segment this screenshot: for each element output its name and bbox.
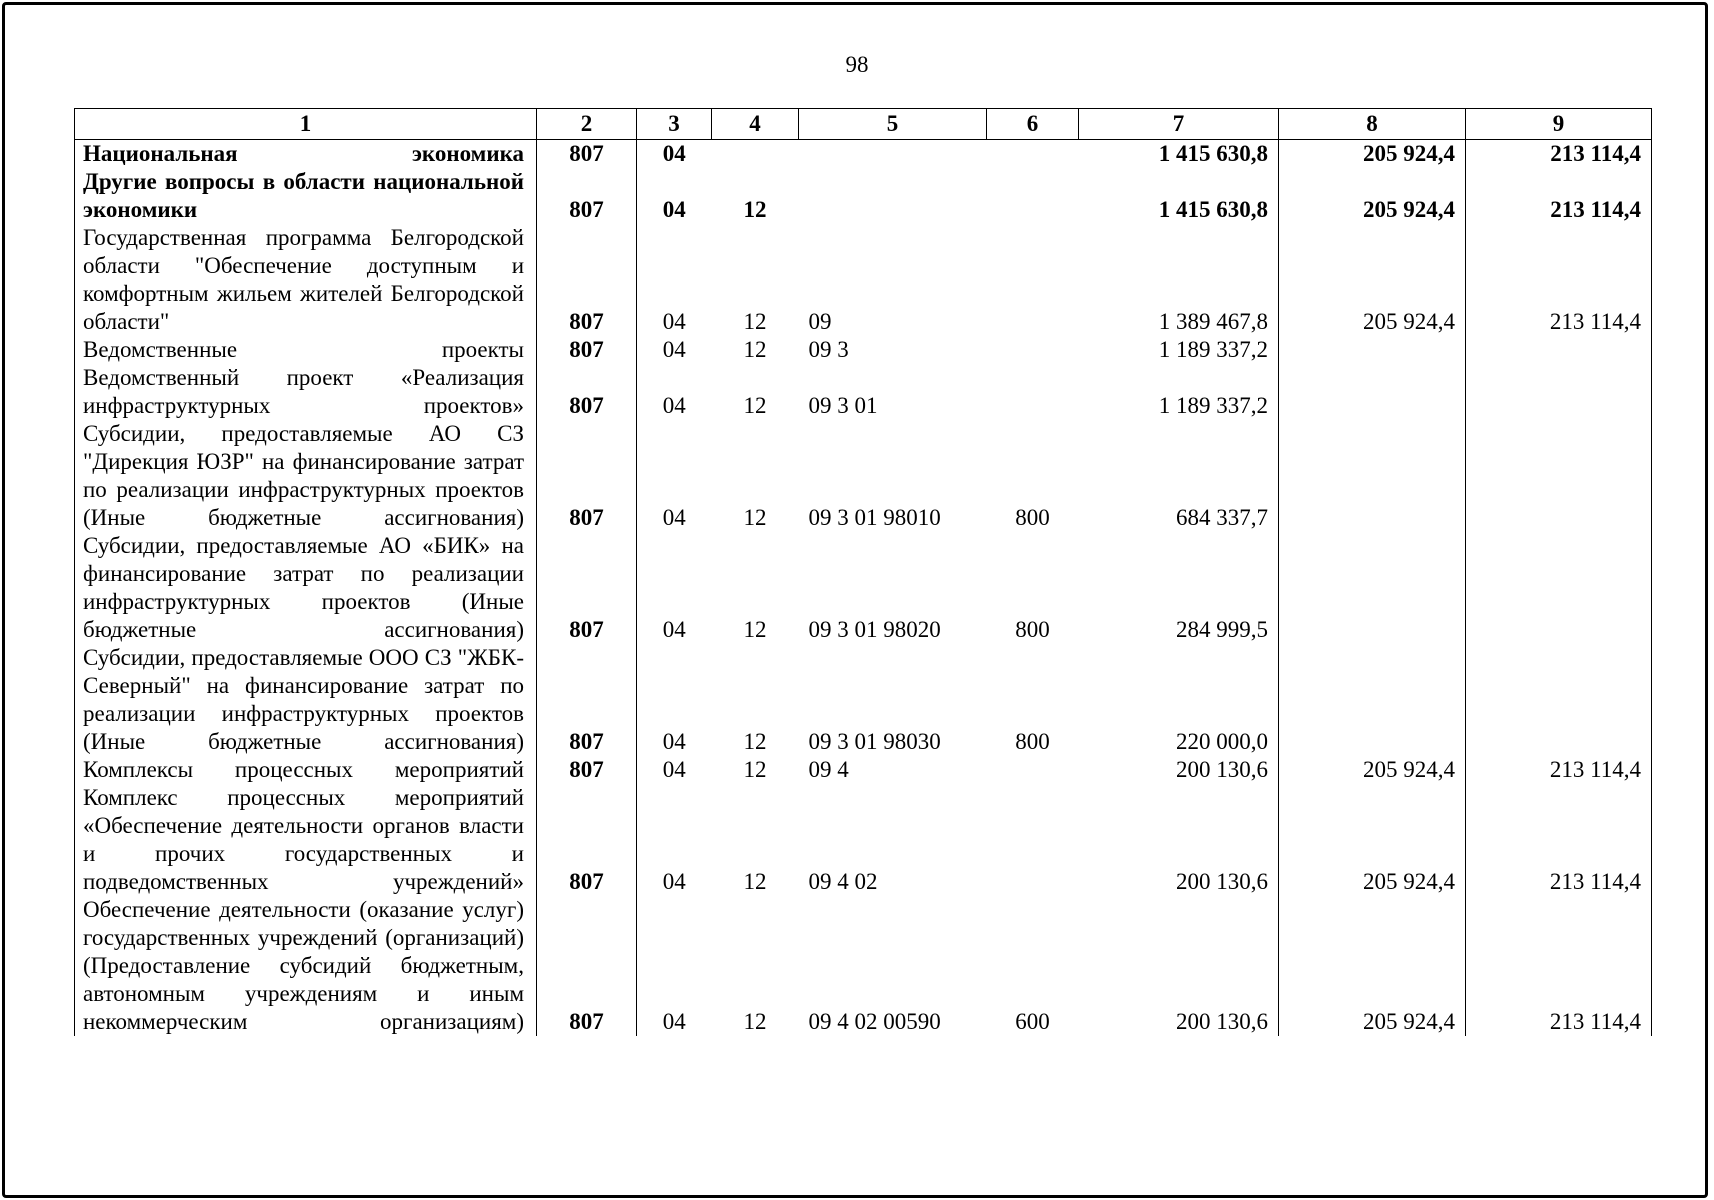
row-code-ministry: 807 bbox=[537, 168, 637, 224]
row-code-subsection: 12 bbox=[743, 729, 767, 754]
row-code-expense-type: 800 bbox=[1015, 729, 1050, 754]
row-code-section: 04 bbox=[637, 168, 712, 224]
row-code-target: 09 4 bbox=[808, 757, 849, 782]
row-code-ministry: 807 bbox=[537, 756, 637, 784]
row-code-ministry: 807 bbox=[537, 784, 637, 896]
row-code-ministry: 807 bbox=[537, 224, 637, 336]
row-code-subsection: 12 bbox=[743, 869, 767, 894]
header-col-8: 8 bbox=[1279, 109, 1466, 140]
row-code-ministry: 807 bbox=[537, 336, 637, 364]
header-col-5: 5 bbox=[799, 109, 987, 140]
row-amount-col7: 684 337,7 bbox=[1079, 420, 1279, 532]
row-code-subsection: 12 bbox=[743, 309, 767, 334]
row-code-section: 04 bbox=[637, 756, 712, 784]
row-code-target: 09 3 01 98030 bbox=[808, 729, 941, 754]
table-row bbox=[75, 224, 1652, 336]
row-amount-col7: 1 189 337,2 bbox=[1079, 364, 1279, 420]
row-code-section: 04 bbox=[637, 784, 712, 896]
row-code-target: 09 4 02 bbox=[808, 869, 878, 894]
row-amount-col9: 213 114,4 bbox=[1466, 224, 1652, 336]
table-row bbox=[75, 896, 1652, 1036]
table-row bbox=[75, 336, 1652, 364]
row-amount-col8: 205 924,4 bbox=[1279, 140, 1466, 169]
row-name: Комплекс процессных мероприятий «Обеспечение деятельности органов власти и прочих государственных и подведомственных учреждений» bbox=[75, 784, 537, 896]
row-code-subsection: 12 bbox=[743, 197, 767, 222]
header-col-1: 1 bbox=[75, 109, 537, 140]
row-amount-col9 bbox=[1466, 532, 1652, 644]
table-body bbox=[75, 140, 1652, 1037]
row-code-target: 09 bbox=[808, 309, 832, 334]
row-code-section: 04 bbox=[637, 420, 712, 532]
row-code-expense-type bbox=[987, 756, 1079, 784]
table-row bbox=[75, 756, 1652, 784]
row-amount-col8 bbox=[1279, 532, 1466, 644]
row-code-target: 09 3 01 98010 bbox=[808, 505, 941, 530]
row-amount-col9 bbox=[1466, 644, 1652, 756]
row-code-section: 04 bbox=[637, 532, 712, 644]
row-code-subsection: 12 bbox=[743, 1009, 767, 1034]
row-code-target bbox=[799, 140, 987, 169]
row-code-subsection: 12 bbox=[743, 337, 767, 362]
table-row bbox=[75, 420, 1652, 532]
row-amount-col7: 1 415 630,8 bbox=[1079, 168, 1279, 224]
header-row bbox=[75, 109, 1652, 140]
row-amount-col9 bbox=[1466, 336, 1652, 364]
row-code-target: 09 4 02 00590 bbox=[808, 1009, 941, 1034]
header-col-4: 4 bbox=[712, 109, 799, 140]
row-amount-col7: 200 130,6 bbox=[1079, 784, 1279, 896]
header-col-2: 2 bbox=[537, 109, 637, 140]
row-name: Государственная программа Белгородской области "Обеспечение доступным и комфортным жильем жителей Белгородской области" bbox=[75, 224, 537, 336]
row-name: Субсидии, предоставляемые ООО СЗ "ЖБК-Северный" на финансирование затрат по реализации инфраструктурных проектов (Иные бюджетные ассигнования) bbox=[75, 644, 537, 756]
row-amount-col9 bbox=[1466, 364, 1652, 420]
table-row bbox=[75, 784, 1652, 896]
row-code-expense-type: 600 bbox=[1015, 1009, 1050, 1034]
row-amount-col7: 284 999,5 bbox=[1079, 532, 1279, 644]
row-code-subsection: 12 bbox=[743, 617, 767, 642]
row-code-expense-type bbox=[987, 364, 1079, 420]
table-row bbox=[75, 364, 1652, 420]
table-row bbox=[75, 532, 1652, 644]
row-code-ministry: 807 bbox=[537, 140, 637, 169]
row-name: Ведомственный проект «Реализация инфраструктурных проектов» bbox=[75, 364, 537, 420]
row-amount-col7: 200 130,6 bbox=[1079, 896, 1279, 1036]
row-amount-col8: 205 924,4 bbox=[1279, 784, 1466, 896]
header-col-6: 6 bbox=[987, 109, 1079, 140]
row-name: Другие вопросы в области национальной экономики bbox=[75, 168, 537, 224]
header-col-3: 3 bbox=[637, 109, 712, 140]
table-row bbox=[75, 644, 1652, 756]
row-code-ministry: 807 bbox=[537, 644, 637, 756]
row-amount-col7: 200 130,6 bbox=[1079, 756, 1279, 784]
row-amount-col7: 1 189 337,2 bbox=[1079, 336, 1279, 364]
row-code-expense-type: 800 bbox=[1015, 617, 1050, 642]
row-amount-col8 bbox=[1279, 420, 1466, 532]
row-code-expense-type bbox=[987, 168, 1079, 224]
row-amount-col8: 205 924,4 bbox=[1279, 896, 1466, 1036]
table-row bbox=[75, 168, 1652, 224]
row-amount-col8 bbox=[1279, 336, 1466, 364]
row-amount-col9 bbox=[1466, 420, 1652, 532]
row-code-subsection: 12 bbox=[743, 393, 767, 418]
row-code-section: 04 bbox=[637, 364, 712, 420]
row-code-subsection: 12 bbox=[743, 505, 767, 530]
header-col-9: 9 bbox=[1466, 109, 1652, 140]
row-name: Субсидии, предоставляемые АО «БИК» на финансирование затрат по реализации инфраструктурных проектов (Иные бюджетные ассигнования) bbox=[75, 532, 537, 644]
row-code-section: 04 bbox=[637, 644, 712, 756]
row-code-target: 09 3 bbox=[808, 337, 849, 362]
row-code-subsection: 12 bbox=[743, 757, 767, 782]
row-code-section: 04 bbox=[637, 140, 712, 169]
row-code-section: 04 bbox=[637, 336, 712, 364]
row-amount-col8 bbox=[1279, 644, 1466, 756]
row-code-target bbox=[799, 168, 987, 224]
budget-table bbox=[74, 108, 1652, 1036]
row-code-expense-type bbox=[987, 224, 1079, 336]
page-number: 98 bbox=[845, 52, 869, 77]
row-name: Национальная экономика bbox=[75, 140, 537, 169]
row-code-ministry: 807 bbox=[537, 532, 637, 644]
row-amount-col7: 220 000,0 bbox=[1079, 644, 1279, 756]
row-code-ministry: 807 bbox=[537, 420, 637, 532]
row-amount-col8 bbox=[1279, 364, 1466, 420]
row-amount-col9: 213 114,4 bbox=[1466, 168, 1652, 224]
row-code-expense-type bbox=[987, 140, 1079, 169]
row-code-expense-type: 800 bbox=[1015, 505, 1050, 530]
row-amount-col9: 213 114,4 bbox=[1466, 896, 1652, 1036]
row-name: Субсидии, предоставляемые АО СЗ "Дирекция ЮЗР" на финансирование затрат по реализации инфраструктурных проектов (Иные бюджетные ассигнования) bbox=[75, 420, 537, 532]
header-col-7: 7 bbox=[1079, 109, 1279, 140]
row-code-section: 04 bbox=[637, 224, 712, 336]
row-code-expense-type bbox=[987, 336, 1079, 364]
table-row bbox=[75, 140, 1652, 169]
row-code-ministry: 807 bbox=[537, 896, 637, 1036]
row-code-section: 04 bbox=[637, 896, 712, 1036]
row-amount-col7: 1 415 630,8 bbox=[1079, 140, 1279, 169]
row-amount-col9: 213 114,4 bbox=[1466, 784, 1652, 896]
row-code-target: 09 3 01 bbox=[808, 393, 878, 418]
row-code-expense-type bbox=[987, 784, 1079, 896]
row-name: Ведомственные проекты bbox=[75, 336, 537, 364]
row-amount-col8: 205 924,4 bbox=[1279, 224, 1466, 336]
row-code-target: 09 3 01 98020 bbox=[808, 617, 941, 642]
row-code-subsection bbox=[712, 140, 799, 169]
row-name: Обеспечение деятельности (оказание услуг) государственных учреждений (организаций) (Предоставление субсидий бюджетным, автономным учреждениям и иным некоммерческим организациям) bbox=[75, 896, 537, 1036]
row-amount-col8: 205 924,4 bbox=[1279, 168, 1466, 224]
row-amount-col9: 213 114,4 bbox=[1466, 756, 1652, 784]
row-code-ministry: 807 bbox=[537, 364, 637, 420]
row-amount-col8: 205 924,4 bbox=[1279, 756, 1466, 784]
row-amount-col9: 213 114,4 bbox=[1466, 140, 1652, 169]
row-name: Комплексы процессных мероприятий bbox=[75, 756, 537, 784]
row-amount-col7: 1 389 467,8 bbox=[1079, 224, 1279, 336]
